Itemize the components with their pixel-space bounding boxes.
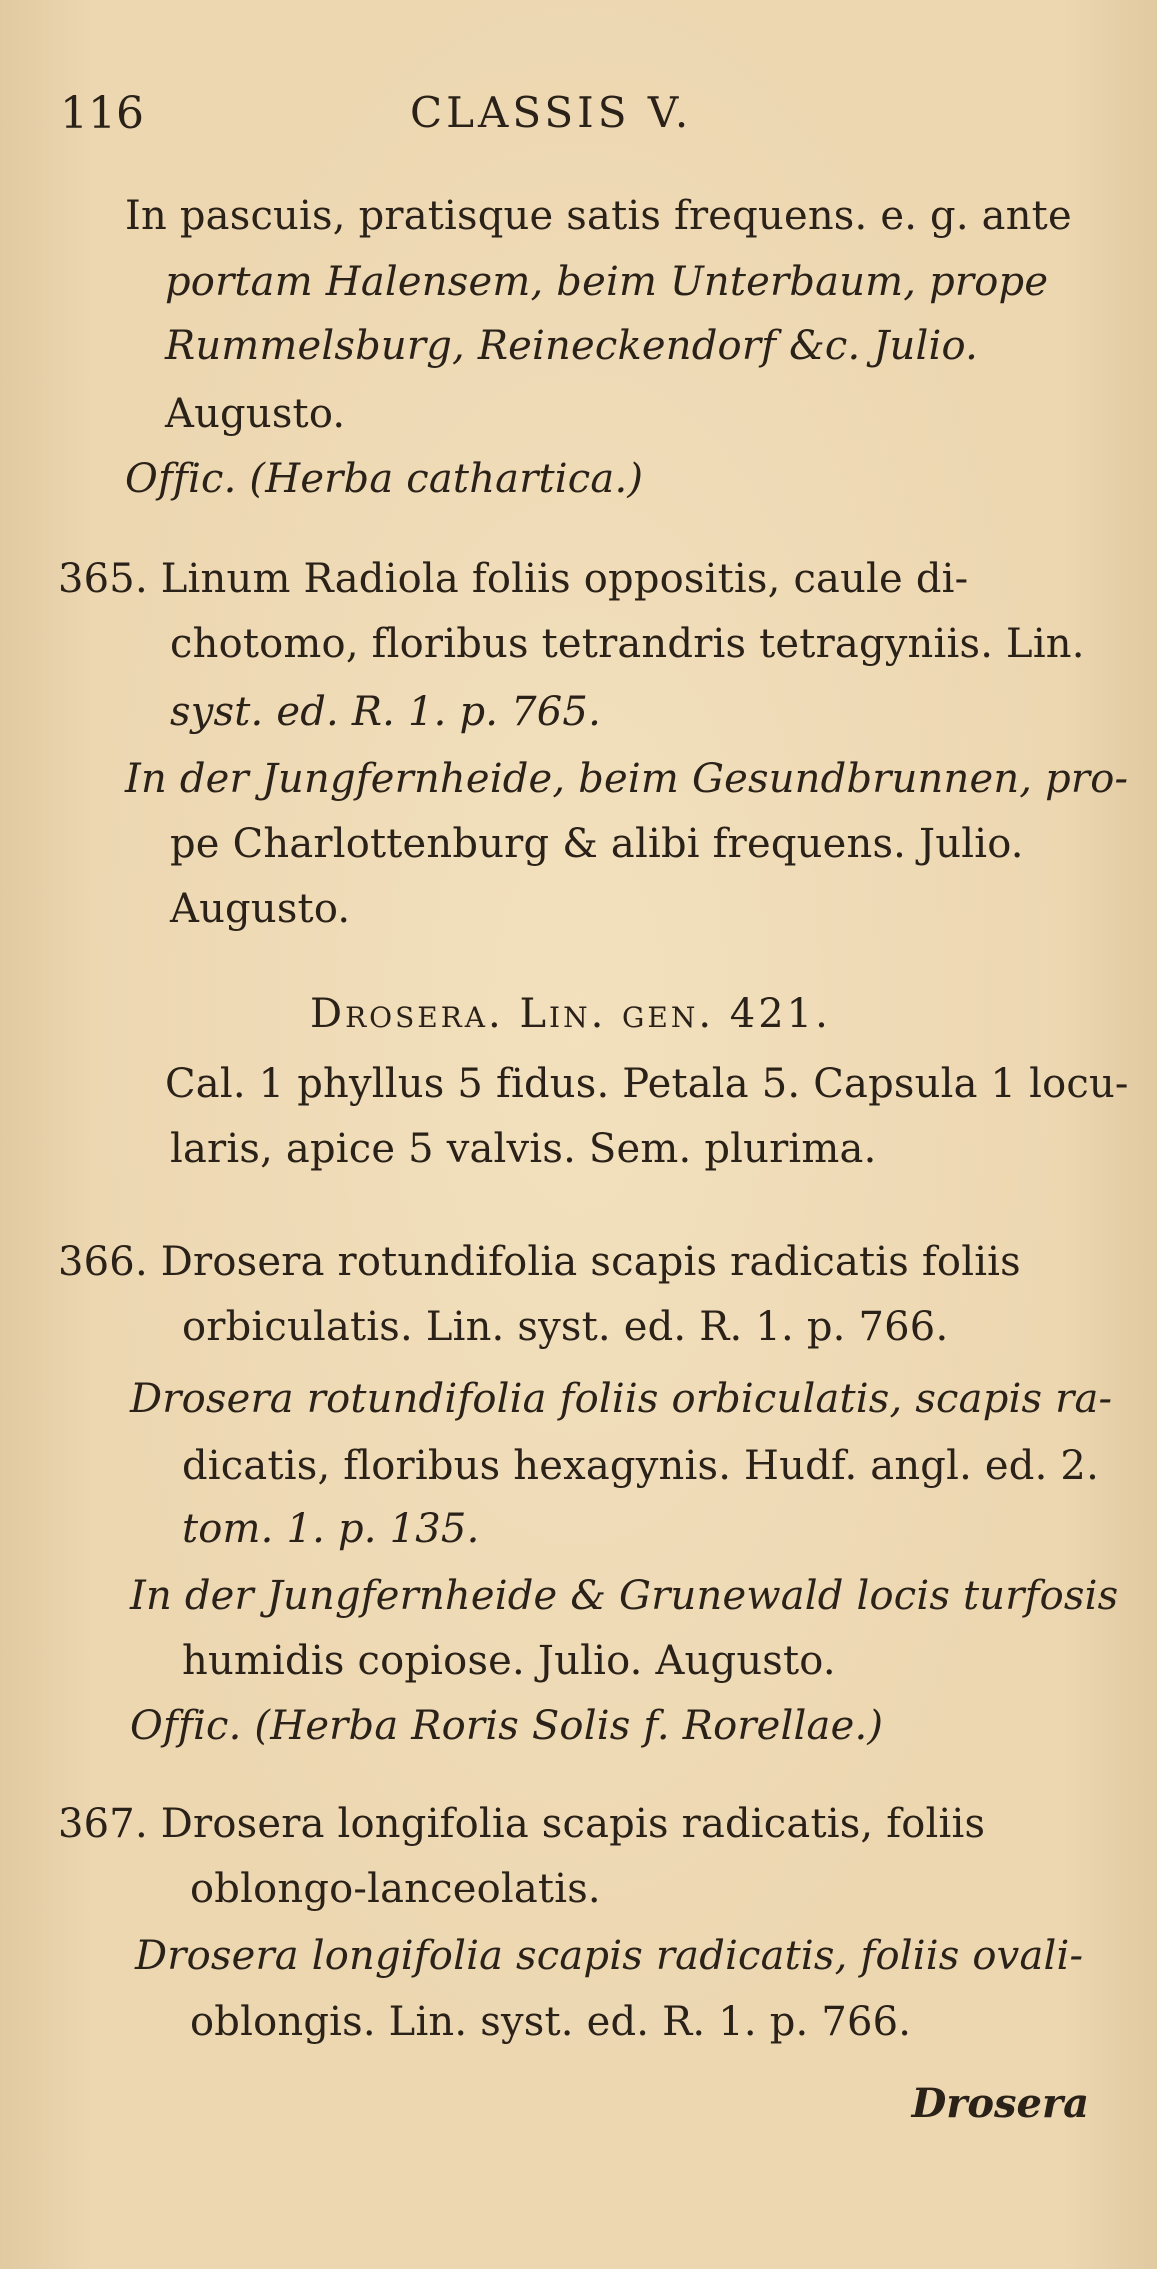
text-line: humidis copiose. Julio. Augusto. bbox=[182, 1638, 836, 1684]
catchword: Drosera bbox=[911, 2080, 1089, 2127]
genus-character-line: laris, apice 5 valvis. Sem. plurima. bbox=[170, 1126, 877, 1172]
entry-367-line: 367. Drosera longifolia scapis radicatis, foliis bbox=[58, 1801, 986, 1847]
text-line: dicatis, floribus hexagynis. Hudf. angl. ed. 2. bbox=[182, 1443, 1099, 1489]
text-line: oblongis. Lin. syst. ed. R. 1. p. 766. bbox=[190, 1999, 912, 2045]
text-line: syst. ed. R. 1. p. 765. bbox=[170, 689, 601, 735]
genus-heading: Drosera. Lin. gen. 421. bbox=[310, 991, 831, 1037]
text-line: portam Halensem, beim Unterbaum, prope bbox=[165, 259, 1049, 305]
text-line: orbiculatis. Lin. syst. ed. R. 1. p. 766. bbox=[182, 1304, 949, 1350]
text-line: In pascuis, pratisque satis frequens. e. g. ante bbox=[125, 193, 1072, 239]
text-line: Drosera rotundifolia foliis orbiculatis, scapis ra- bbox=[130, 1376, 1113, 1422]
text-line: Drosera longifolia scapis radicatis, foliis ovali- bbox=[135, 1933, 1084, 1979]
text-line: chotomo, floribus tetrandris tetragyniis. Lin. bbox=[170, 621, 1085, 667]
text-line: Rummelsburg, Reineckendorf &c. Julio. bbox=[165, 323, 978, 369]
genus-character-line: Cal. 1 phyllus 5 fidus. Petala 5. Capsula 1 locu- bbox=[165, 1061, 1129, 1107]
entry-365-line: 365. Linum Radiola foliis oppositis, caule di- bbox=[58, 556, 969, 602]
text-line: tom. 1. p. 135. bbox=[182, 1506, 480, 1552]
text-line: pe Charlottenburg & alibi frequens. Julio. bbox=[170, 821, 1024, 867]
text-line: oblongo-lanceolatis. bbox=[190, 1866, 601, 1912]
text-line: Augusto. bbox=[165, 391, 346, 437]
running-title: CLASSIS V. bbox=[410, 88, 693, 137]
text-line: In der Jungfernheide, beim Gesundbrunnen, pro- bbox=[125, 756, 1129, 802]
entry-366-line: 366. Drosera rotundifolia scapis radicatis foliis bbox=[58, 1239, 1021, 1285]
page-number: 116 bbox=[60, 88, 144, 139]
page-header bbox=[60, 88, 1097, 148]
text-line: In der Jungfernheide & Grunewald locis turfosis bbox=[130, 1573, 1119, 1619]
text-line: Offic. (Herba cathartica.) bbox=[125, 456, 644, 502]
text-line: Offic. (Herba Roris Solis f. Rorellae.) bbox=[130, 1703, 884, 1749]
text-line: Augusto. bbox=[170, 886, 351, 932]
